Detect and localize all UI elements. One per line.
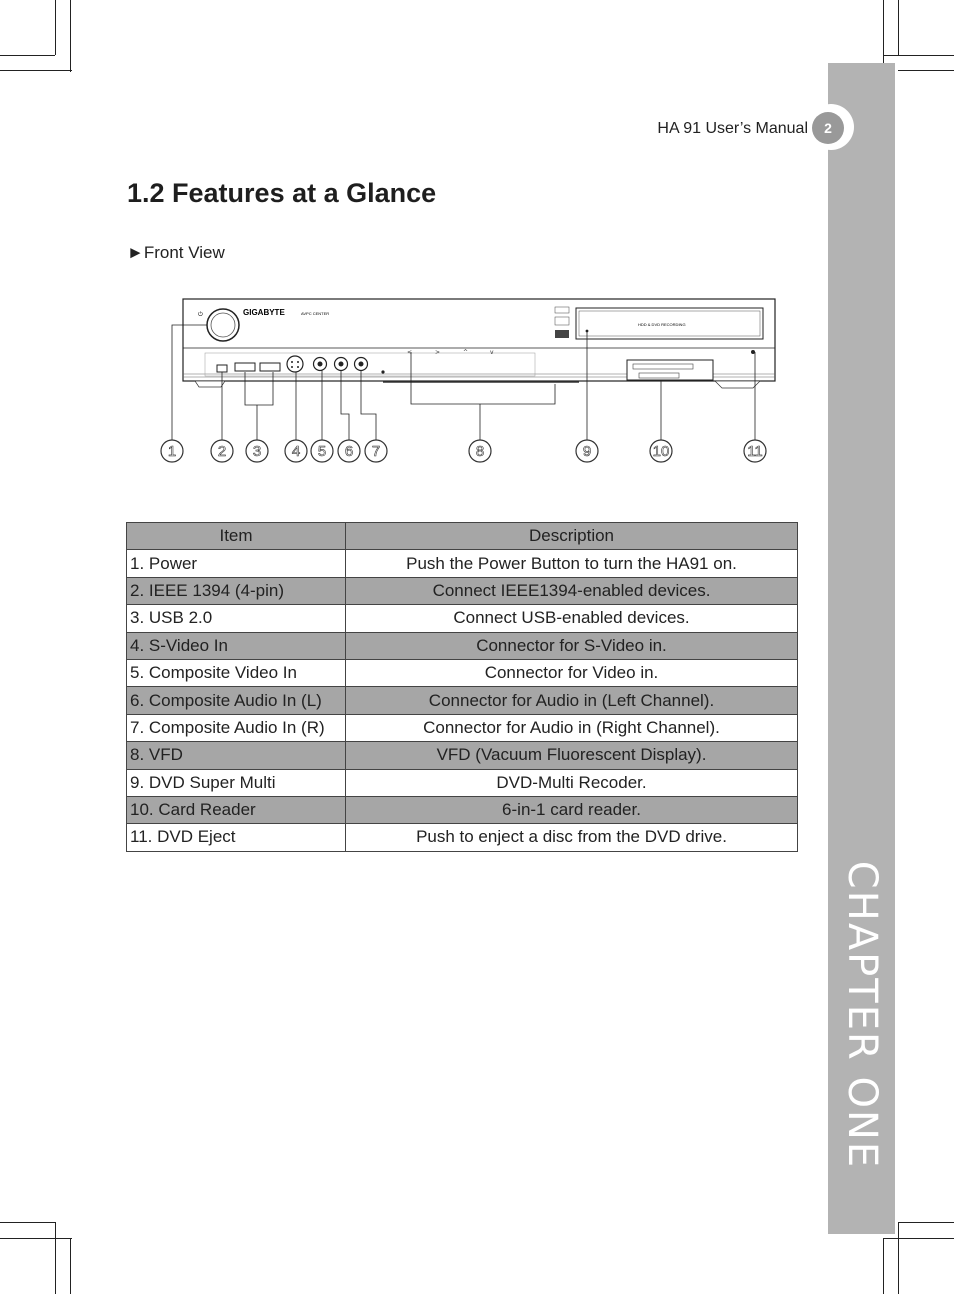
chapter-label-text: CHAPTER ONE [838,860,885,1170]
callout-2: 2 [217,443,227,460]
device-front-view-illustration [155,290,795,470]
section-title: 1.2 Features at a Glance [127,178,437,208]
description-cell: Push the Power Button to turn the HA91 on. [346,550,798,577]
svg-text:>: > [435,349,441,356]
usb-port-2-graphic [260,363,280,371]
description-cell: Connector for S-Video in. [346,632,798,659]
description-cell: VFD (Vacuum Fluorescent Display). [346,742,798,769]
table-row [127,824,798,851]
svideo-port-graphic [287,356,303,372]
brand-subline: AVPC CENTER [301,311,330,316]
manual-title: HA 91 User’s Manual [657,120,808,137]
item-cell: 1. Power [127,550,346,577]
callout-4: 4 [291,443,301,460]
svg-text:⏻: ⏻ [198,311,203,318]
eject-button-graphic [751,350,755,354]
item-cell: 4. S-Video In [127,632,346,659]
item-cell: 2. IEEE 1394 (4-pin) [127,577,346,604]
svg-text:<: < [407,349,413,356]
item-cell: 6. Composite Audio In (L) [127,687,346,714]
table-row [127,769,798,796]
item-cell: 9. DVD Super Multi [127,769,346,796]
callout-5: 5 [317,443,327,460]
callout-9: 9 [582,443,592,460]
usb-port-1-graphic [235,363,255,371]
svg-text:^: ^ [463,349,469,356]
item-cell: 5. Composite Video In [127,659,346,686]
item-cell: 10. Card Reader [127,796,346,823]
table-row [127,796,798,823]
table-row [127,714,798,741]
table-row [127,550,798,577]
description-cell: Push to enject a disc from the DVD drive. [346,824,798,851]
item-cell: 8. VFD [127,742,346,769]
item-cell: 3. USB 2.0 [127,605,346,632]
table-row [127,605,798,632]
callout-1: 1 [167,443,177,460]
brand-logo: GIGABYTE [243,308,285,317]
description-cell: Connect IEEE1394-enabled devices. [346,577,798,604]
item-cell: 7. Composite Audio In (R) [127,714,346,741]
front-view-heading: ►Front View [127,243,225,262]
table-row [127,742,798,769]
callout-10: 10 [652,443,670,460]
chapter-label [828,860,895,1170]
column-header-description: Description [346,523,798,550]
callout-11: 11 [747,443,763,460]
features-table [126,522,798,852]
svg-text:v: v [490,349,494,356]
description-cell: Connect USB-enabled devices. [346,605,798,632]
callout-8: 8 [475,443,485,460]
callout-6: 6 [344,443,354,460]
table-row [127,577,798,604]
page-number: 2 [812,112,844,144]
description-cell: Connector for Video in. [346,659,798,686]
column-header-item: Item [127,523,346,550]
description-cell: 6-in-1 card reader. [346,796,798,823]
item-cell: 11. DVD Eject [127,824,346,851]
ieee1394-port-graphic [217,365,227,372]
tray-label: HDD & DVD RECORDING [638,322,686,327]
description-cell: Connector for Audio in (Left Channel). [346,687,798,714]
table-row [127,632,798,659]
table-row [127,659,798,686]
description-cell: DVD-Multi Recoder. [346,769,798,796]
table-row [127,687,798,714]
table-header-row [127,523,798,550]
callout-7: 7 [371,443,381,460]
description-cell: Connector for Audio in (Right Channel). [346,714,798,741]
callout-3: 3 [252,443,262,460]
